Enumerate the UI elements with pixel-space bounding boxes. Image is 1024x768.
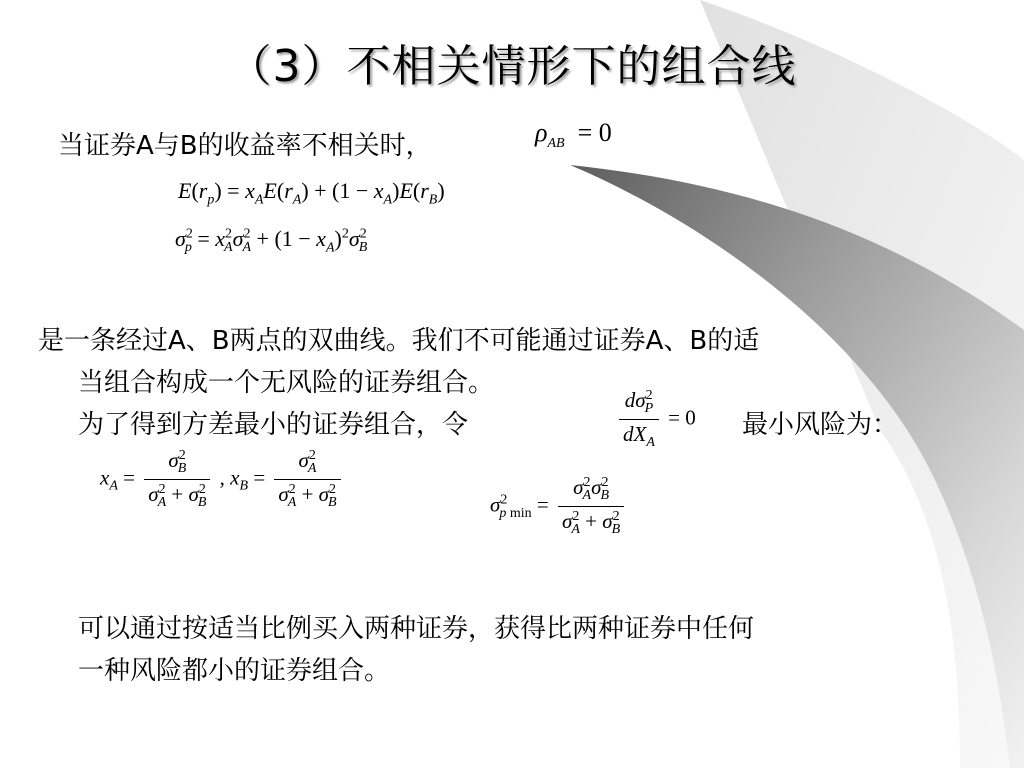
paragraph-2-line-1: 可以通过按适当比例买入两种证券，获得比两种证券中任何 xyxy=(78,614,755,644)
slide-title: （3）不相关情形下的组合线 xyxy=(227,41,797,92)
rho-formula: $\rho_{AB} = 0$ xyxy=(535,118,612,152)
weights-formula: $x_A$ = $\frac{\sigma^2_B}{\sigma^2_A + \sigma^2_B}$ , $x_B$ = $\frac{\sigma^2_A}{\sigma^2_A + \sigma^2_B}$ xyxy=(100,448,345,511)
paragraph-2-line-2: 一种风险都小的证券组合。 xyxy=(78,656,391,686)
expected-return-formula: $E(r_p) = x_AE(r_A) + (1 - x_A)E(r_B)$ xyxy=(178,178,445,208)
intro-text: 当证券A与B的收益率不相关时， xyxy=(58,131,432,161)
derivative-formula: $\frac{d\sigma^2_P}{dX_A}$ = 0 xyxy=(615,388,696,451)
min-risk-label: 最小风险为： xyxy=(742,410,899,440)
variance-formula: $\sigma^2_p = x^2_A\sigma^2_A + (1 - x_A)^2\sigma^2_B$ xyxy=(175,226,368,256)
paragraph-1-line-2: 当组合构成一个无风险的证券组合。 xyxy=(78,368,495,398)
paragraph-1-line-3: 为了得到方差最小的证券组合，令 xyxy=(78,410,469,440)
paragraph-1-line-1: 是一条经过A、B两点的双曲线。我们不可能通过证券A、B的适 xyxy=(38,326,760,356)
min-variance-formula: $\sigma^2_{p min}$ = $\frac{\sigma^2_A\sigma^2_B}{\sigma^2_A + \sigma^2_B}$ xyxy=(490,475,628,538)
